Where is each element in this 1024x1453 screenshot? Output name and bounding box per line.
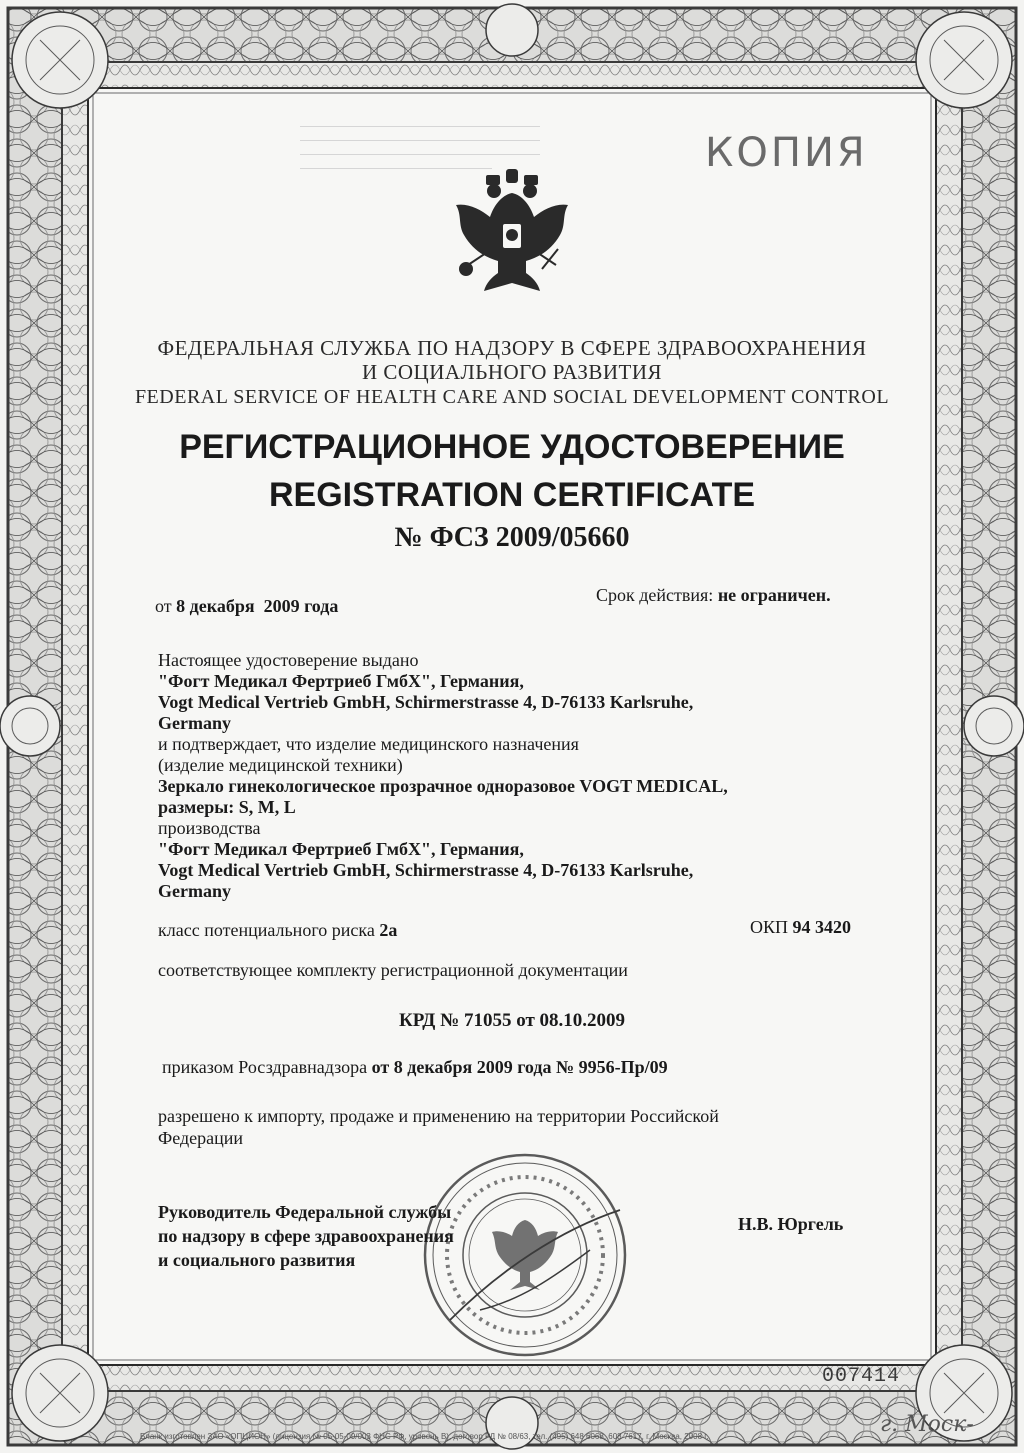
certificate-title-en: REGISTRATION CERTIFICATE bbox=[268, 476, 756, 514]
agency-name-ru-line1: ФЕДЕРАЛЬНАЯ СЛУЖБА ПО НАДЗОРУ В СФЕРЕ ЗДРАВООХРАНЕНИЯ bbox=[157, 336, 867, 360]
manufacturer-line3: Germany bbox=[158, 881, 231, 901]
russian-double-headed-eagle-icon bbox=[432, 165, 592, 305]
certificate-body bbox=[158, 650, 878, 902]
conformity-text: соответствующее комплекту регистрационной документации bbox=[158, 960, 628, 980]
signatory-name: Н.В. Юргель bbox=[738, 1214, 844, 1234]
issue-date bbox=[155, 596, 338, 617]
certificate-number: № ФСЗ 2009/05660 bbox=[394, 522, 630, 553]
permission-line2: Федерации bbox=[158, 1128, 244, 1148]
okp-code bbox=[750, 917, 851, 938]
faint-background-text bbox=[300, 118, 540, 169]
copy-mark: КОПИЯ bbox=[705, 130, 868, 176]
manufacturer-line2: Vogt Medical Vertrieb GmbH, Schirmerstrasse 4, D-76133 Karlsruhe, bbox=[158, 860, 694, 880]
form-serial-number: 007414 bbox=[822, 1365, 901, 1388]
okp-label: ОКП bbox=[750, 917, 789, 937]
holder-line1: "Фогт Медикал Фертриеб ГмбХ", Германия, bbox=[158, 671, 524, 691]
issued-to-label: Настоящее удостоверение выдано bbox=[158, 650, 419, 670]
form-printer-footer: Бланк изготовлен ЗАО «ОПЦИОН» (лицензия № 05-05-09/003 ФНС РФ, уровень В), договор РД № 08/63, тел. (495) 648 6068, 608 7617, г. Москва, 2008 г. bbox=[140, 1432, 709, 1441]
product-line1: Зеркало гинекологическое прозрачное одноразовое VOGT MEDICAL, bbox=[158, 776, 728, 796]
krd-reference: КРД № 71055 от 08.10.2009 bbox=[398, 1010, 626, 1031]
validity bbox=[596, 585, 831, 606]
issue-date-prefix: от bbox=[155, 596, 172, 616]
order-reference bbox=[162, 1057, 668, 1078]
holder-line2: Vogt Medical Vertrieb GmbH, Schirmerstrasse 4, D-76133 Karlsruhe, bbox=[158, 692, 694, 712]
signatory-title-line1: Руководитель Федеральной службы bbox=[158, 1202, 452, 1222]
order-label: приказом Росздравнадзора bbox=[162, 1057, 368, 1077]
validity-value: не ограничен. bbox=[717, 585, 831, 605]
permission-line1: разрешено к импорту, продаже и применению на территории Российской bbox=[158, 1106, 719, 1126]
holder-line3: Germany bbox=[158, 713, 231, 733]
agency-name-ru-line2: И СОЦИАЛЬНОГО РАЗВИТИЯ bbox=[361, 360, 663, 384]
signatory-title-line2: по надзору в сфере здравоохранения bbox=[158, 1226, 454, 1246]
okp-value: 94 3420 bbox=[792, 917, 852, 937]
order-value: от 8 декабря 2009 года № 9956-Пр/09 bbox=[371, 1057, 668, 1077]
manufacturer-label: производства bbox=[158, 818, 261, 838]
permission-text bbox=[158, 1105, 719, 1149]
certificate-title-ru: РЕГИСТРАЦИОННОЕ УДОСТОВЕРЕНИЕ bbox=[179, 428, 845, 466]
risk-class-label: класс потенциального риска bbox=[158, 920, 375, 940]
confirms-line2: (изделие медицинской техники) bbox=[158, 755, 403, 775]
product-line2: размеры: S, M, L bbox=[158, 797, 296, 817]
signatory-title-line3: и социального развития bbox=[158, 1250, 356, 1270]
manufacturer-line1: "Фогт Медикал Фертриеб ГмбХ", Германия, bbox=[158, 839, 524, 859]
confirms-line1: и подтверждает, что изделие медицинского назначения bbox=[158, 734, 579, 754]
validity-label: Срок действия: bbox=[596, 585, 714, 605]
risk-class bbox=[158, 920, 397, 941]
agency-name-en: FEDERAL SERVICE OF HEALTH CARE AND SOCIAL DEVELOPMENT CONTROL bbox=[134, 386, 890, 408]
handwritten-note: г. Моск- bbox=[880, 1412, 974, 1437]
issue-date-value: 8 декабря 2009 года bbox=[176, 596, 339, 616]
risk-class-value: 2а bbox=[379, 920, 398, 940]
signatory-title bbox=[158, 1200, 454, 1272]
